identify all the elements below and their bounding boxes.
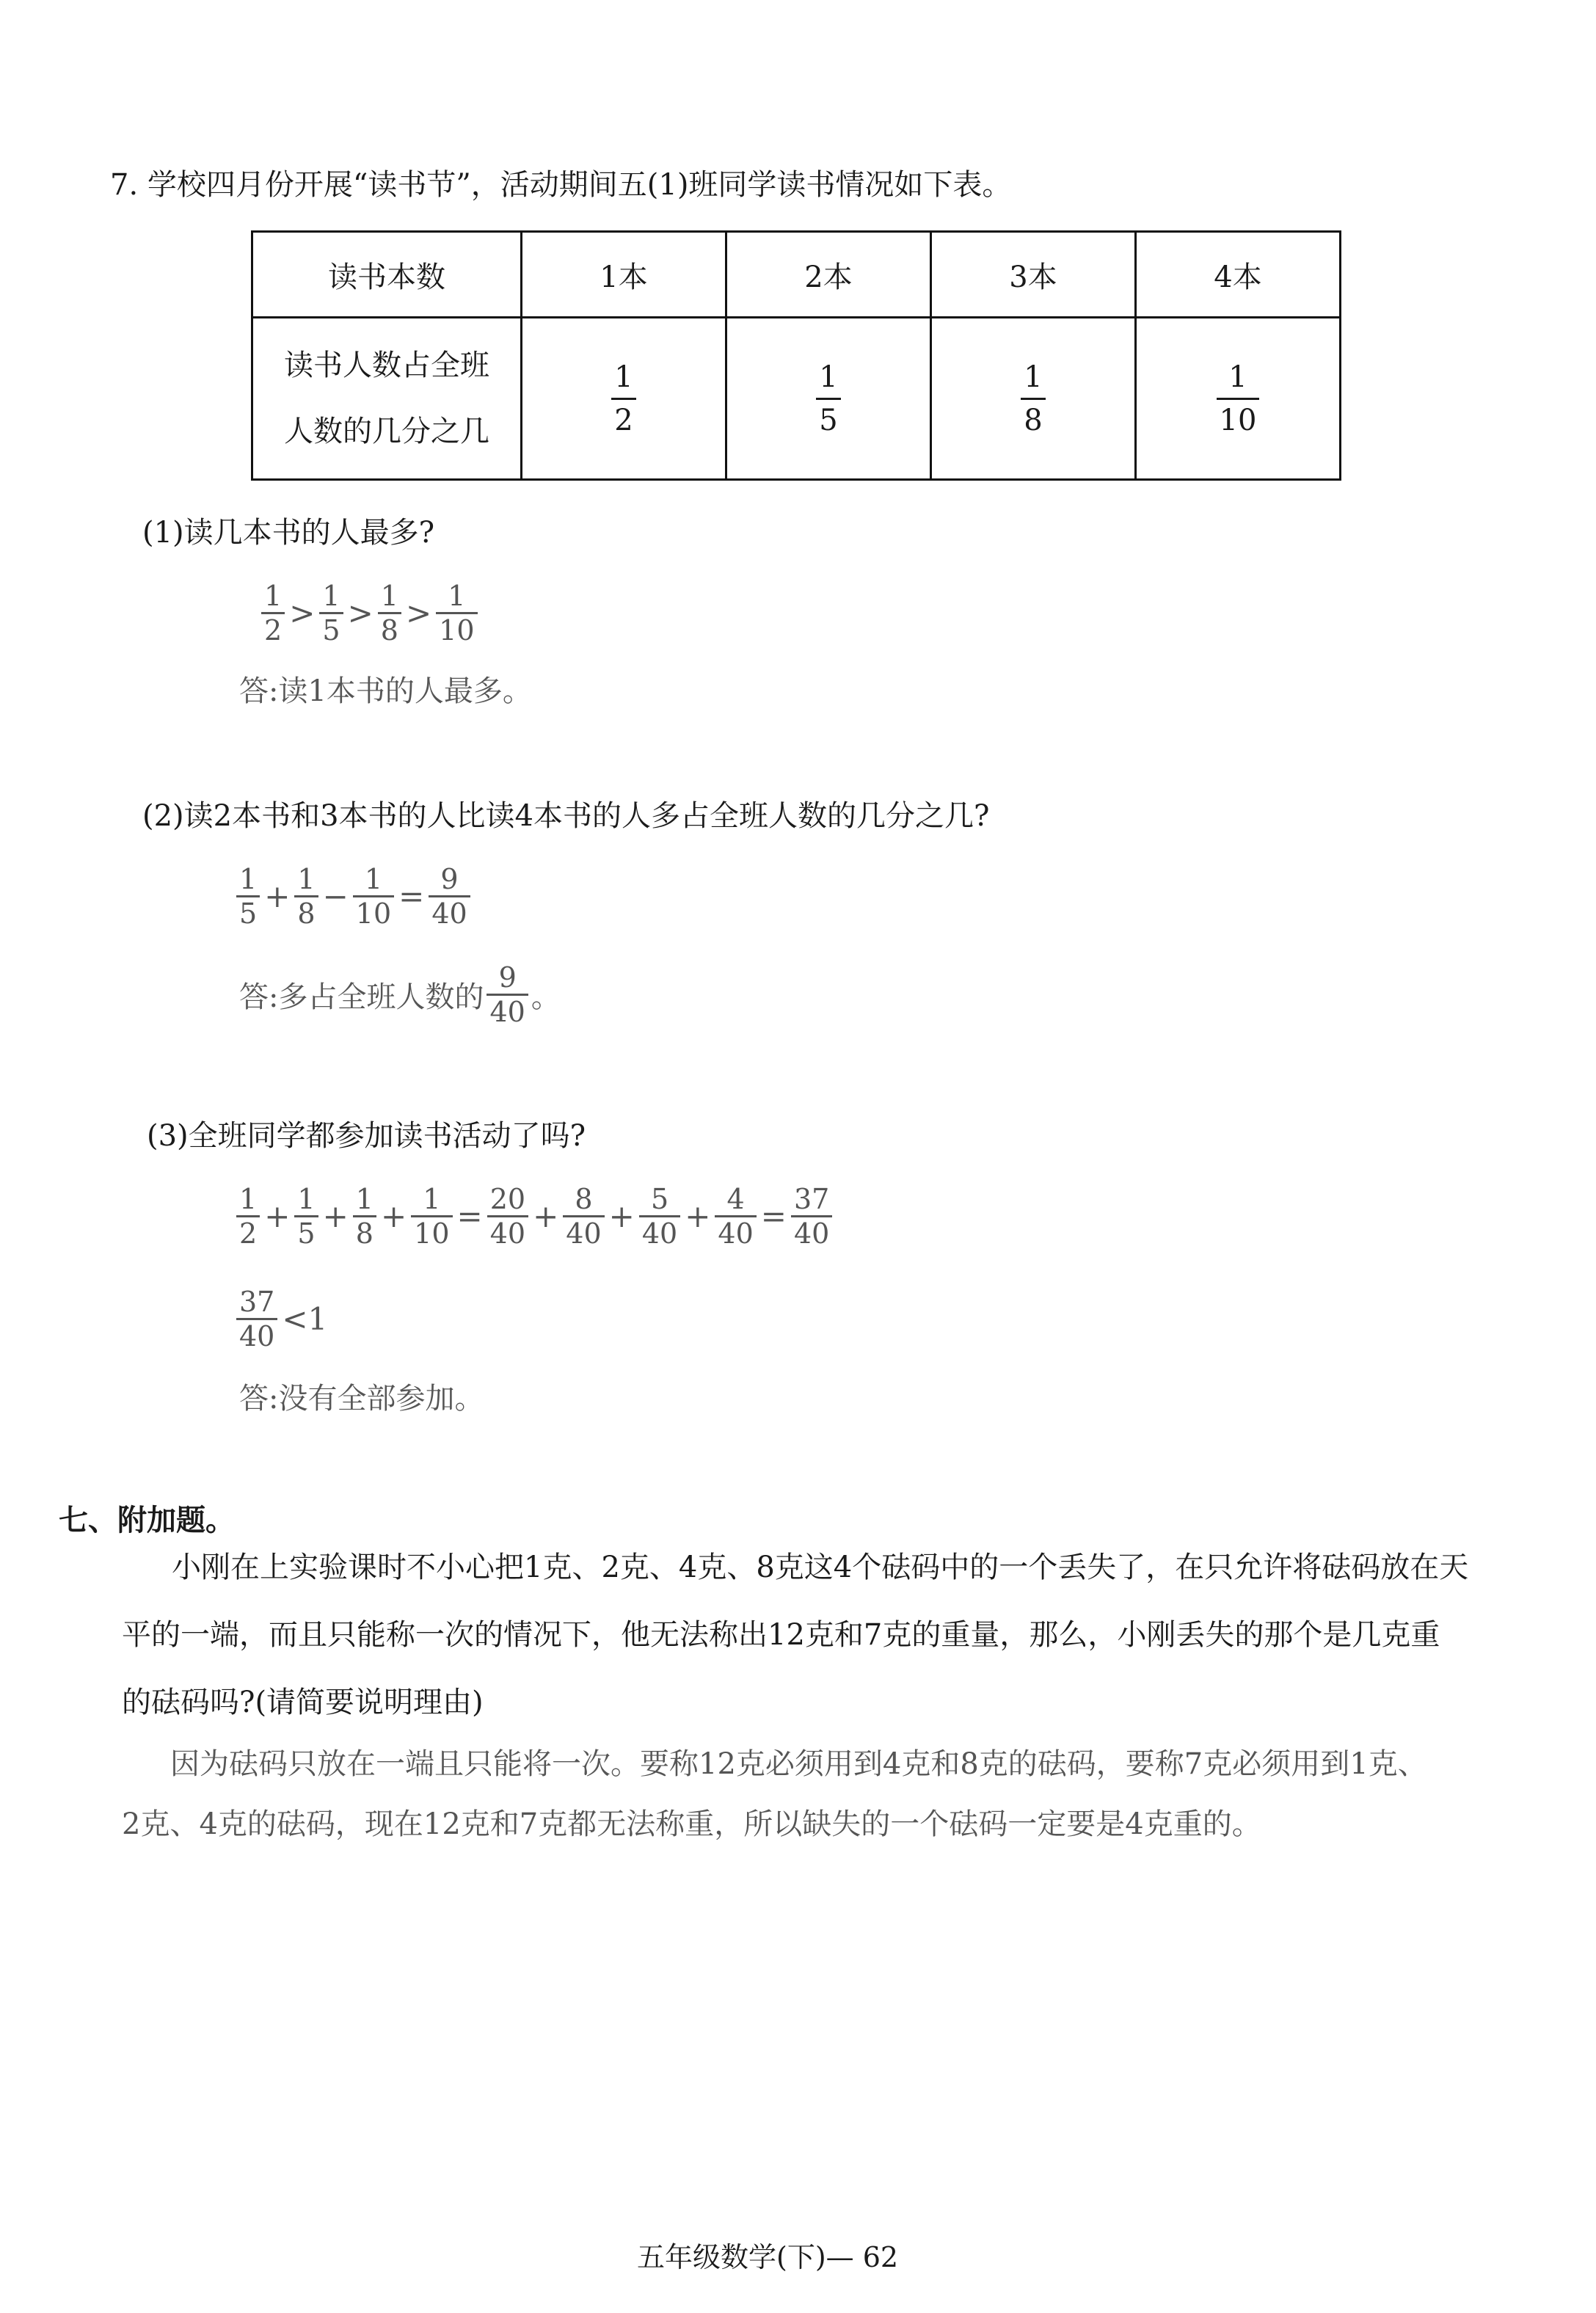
numerator: 20 [489, 1183, 526, 1215]
operator: = [760, 1198, 787, 1234]
header-cell: 1本 [522, 232, 726, 318]
p2-expression [233, 863, 473, 930]
fraction [236, 1183, 260, 1250]
denominator: 5 [239, 897, 258, 930]
fraction-cell [931, 318, 1136, 480]
operator: > [405, 594, 432, 631]
fraction-cell [1136, 318, 1341, 480]
numerator: 1 [355, 1183, 374, 1215]
numerator: 1 [297, 863, 316, 895]
numerator: 9 [440, 863, 459, 895]
section-paragraph-line: 的砝码吗?(请简要说明理由) [122, 1686, 484, 1719]
operator: + [264, 1198, 291, 1234]
q7-title: 7. 学校四月份开展“读书节”，活动期间五(1)班同学读书情况如下表。 [110, 168, 1012, 202]
denominator: 8 [355, 1217, 374, 1250]
fraction [319, 580, 343, 646]
fraction [261, 580, 285, 646]
fraction [1217, 357, 1260, 441]
operator: + [685, 1198, 711, 1234]
numerator: 5 [650, 1183, 669, 1215]
operator: − [322, 878, 349, 914]
section-answer-line: 因为砝码只放在一端且只能将一次。要称12克必须用到4克和8克的砝码，要称7克必须用到1克、 [170, 1747, 1427, 1781]
header-cell: 3本 [931, 232, 1136, 318]
numerator: 1 [423, 1183, 441, 1215]
reading-table [251, 230, 1341, 481]
operator: = [456, 1198, 483, 1234]
fraction [411, 1183, 452, 1250]
numerator: 37 [793, 1183, 830, 1215]
fraction [436, 580, 477, 646]
numerator: 1 [264, 580, 283, 612]
operator: + [380, 1198, 407, 1234]
denominator: 5 [297, 1217, 316, 1250]
p3-question: (3)全班同学都参加读书活动了吗? [147, 1119, 586, 1153]
fraction [791, 1183, 832, 1250]
operator: + [322, 1198, 349, 1234]
denominator: 40 [641, 1217, 678, 1250]
table-row [252, 318, 1341, 480]
numerator: 1 [380, 580, 398, 612]
section-heading: 七、附加题。 [59, 1503, 235, 1537]
fraction-cell [522, 318, 726, 480]
fraction [353, 863, 394, 930]
header-cell: 读书本数 [252, 232, 522, 318]
p1-expression [258, 580, 481, 646]
p1-answer: 答:读1本书的人最多。 [239, 674, 532, 708]
operator: = [398, 878, 425, 914]
fraction [487, 961, 528, 1028]
denominator: 10 [355, 897, 392, 930]
numerator: 1 [297, 1183, 316, 1215]
fraction [715, 1183, 756, 1250]
fraction [378, 580, 401, 646]
page-footer: 五年级数学(下)— 62 [637, 2241, 899, 2273]
fraction [236, 1286, 277, 1352]
operator: > [289, 594, 316, 631]
denominator: 2 [239, 1217, 258, 1250]
numerator: 1 [614, 360, 633, 394]
header-cell: 2本 [726, 232, 931, 318]
p2-answer-text: 答:多占全班人数的 [239, 980, 484, 1014]
numerator: 1 [239, 863, 258, 895]
fraction [487, 1183, 528, 1250]
denominator: 10 [439, 614, 475, 646]
numerator: 8 [575, 1183, 593, 1215]
operator: > [347, 594, 374, 631]
p3-expression [233, 1183, 835, 1250]
numerator: 9 [498, 961, 517, 994]
fraction [294, 1183, 318, 1250]
denominator: 40 [239, 1320, 275, 1352]
row-label-cell [252, 318, 522, 480]
operator: + [533, 1198, 559, 1234]
fraction [639, 1183, 680, 1250]
denominator: 40 [718, 1217, 754, 1250]
denominator: 40 [489, 1217, 526, 1250]
denominator: 40 [431, 897, 467, 930]
numerator: 1 [364, 863, 383, 895]
operator: + [264, 878, 291, 914]
section-paragraph-line: 小刚在上实验课时不小心把1克、2克、4克、8克这4个砝码中的一个丢失了，在只允许将砝码放在天 [172, 1551, 1469, 1584]
denominator: 40 [793, 1217, 830, 1250]
p2-answer [239, 961, 561, 1028]
denominator: 2 [614, 403, 633, 437]
fraction [1021, 357, 1045, 441]
row-label-line: 人数的几分之几 [284, 415, 489, 448]
fraction [563, 1183, 604, 1250]
denominator: 10 [414, 1217, 450, 1250]
numerator: 1 [1024, 360, 1043, 394]
fraction-cell [726, 318, 931, 480]
denominator: 5 [322, 614, 340, 646]
section-paragraph-line: 平的一端，而且只能称一次的情况下，他无法称出12克和7克的重量，那么，小刚丢失的那个是几克重 [122, 1618, 1440, 1652]
p3-expression-2 [233, 1286, 329, 1352]
denominator: 8 [297, 897, 316, 930]
denominator: 40 [566, 1217, 602, 1250]
row-label-line: 读书人数占全班 [284, 349, 489, 382]
fraction [236, 863, 260, 930]
p2-question: (2)读2本书和3本书的人比读4本书的人多占全班人数的几分之几? [142, 799, 990, 833]
p2-answer-suffix: 。 [531, 980, 561, 1014]
numerator: 1 [239, 1183, 258, 1215]
numerator: 1 [322, 580, 340, 612]
table-header-row [252, 232, 1341, 318]
denominator: 2 [264, 614, 283, 646]
denominator: 8 [380, 614, 398, 646]
numerator: 1 [819, 360, 838, 394]
denominator: 40 [489, 996, 525, 1028]
numerator: 1 [448, 580, 466, 612]
numerator: 37 [239, 1286, 275, 1318]
p3-answer: 答:没有全部参加。 [239, 1382, 484, 1416]
fraction [429, 863, 470, 930]
fraction [816, 357, 840, 441]
fraction [353, 1183, 376, 1250]
section-answer-line: 2克、4克的砝码，现在12克和7克都无法称重，所以缺失的一个砝码一定要是4克重的。 [122, 1807, 1261, 1841]
denominator: 5 [819, 403, 838, 437]
fraction [294, 863, 318, 930]
operator: + [608, 1198, 635, 1234]
numerator: 4 [726, 1183, 745, 1215]
p1-question: (1)读几本书的人最多? [142, 516, 435, 550]
denominator: 10 [1219, 403, 1257, 437]
operator: <1 [282, 1300, 328, 1337]
fraction [611, 357, 635, 441]
numerator: 1 [1228, 360, 1247, 394]
denominator: 8 [1024, 403, 1043, 437]
header-cell: 4本 [1136, 232, 1341, 318]
